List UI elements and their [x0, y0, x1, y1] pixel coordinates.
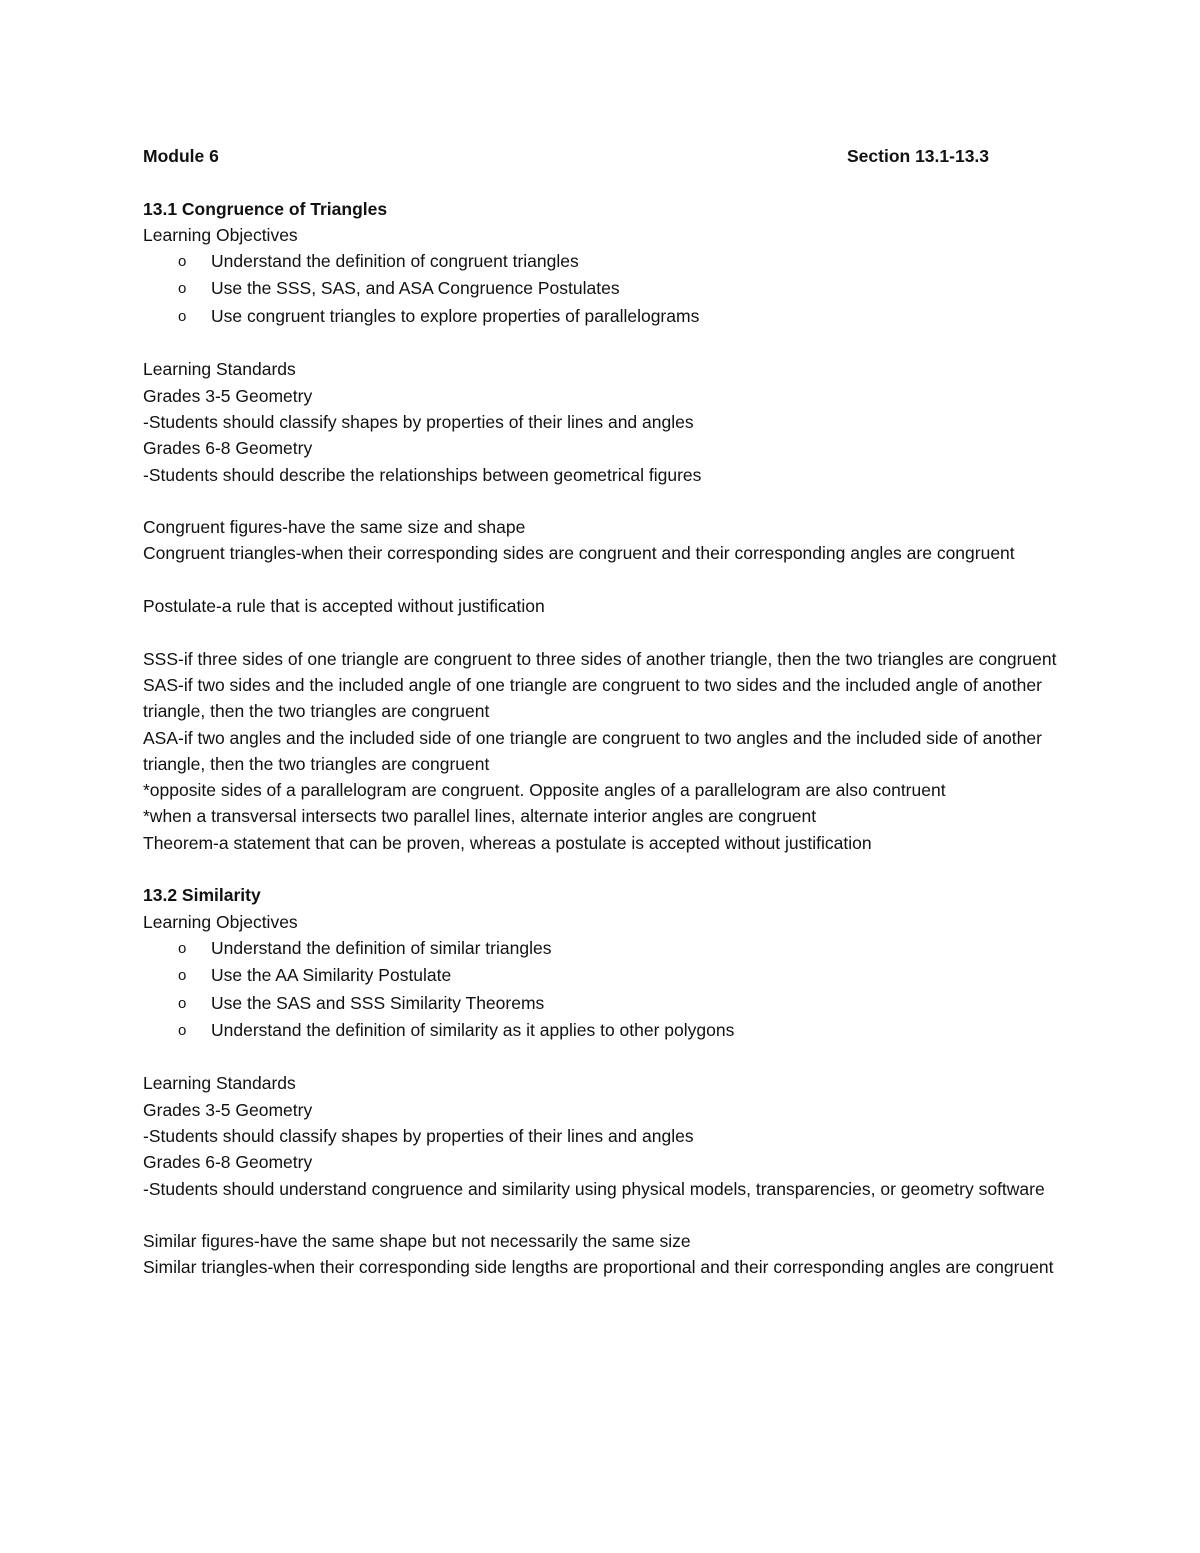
- standard-6-8-text: -Students should describe the relationships between geometrical figures: [143, 464, 702, 485]
- sas-postulate: SAS-if two sides and the included angle of one triangle are congruent to two sides and the included angle of another triangle, then the two triangles are congruent: [143, 674, 1042, 722]
- bullet-marker: o: [178, 307, 187, 325]
- bullet-marker: o: [178, 967, 187, 985]
- postulate-definition: Postulate-a rule that is accepted without justification: [143, 596, 545, 617]
- similar-figures-definition: Similar figures-have the same shape but not necessarily the same size: [143, 1231, 691, 1252]
- spacer: [143, 488, 1063, 514]
- objective-text: Understand the definition of similar triangles: [211, 937, 552, 958]
- spacer: [143, 856, 1063, 882]
- spacer: [143, 619, 1063, 645]
- spacer: [143, 330, 1063, 356]
- congruent-triangles-definition: Congruent triangles-when their corresponding sides are congruent and their corresponding angles are congruent: [143, 543, 1015, 564]
- bullet-marker: o: [178, 939, 187, 957]
- similar-triangles-definition: Similar triangles-when their corresponding side lengths are proportional and their corresponding angles are congruent: [143, 1257, 1054, 1278]
- standard-3-5-text: -Students should classify shapes by properties of their lines and angles: [143, 411, 694, 432]
- standard-6-8-text: -Students should understand congruence and similarity using physical models, transparencies, or geometry software: [143, 1178, 1045, 1199]
- spacer: [143, 1044, 1063, 1070]
- congruent-figures-definition: Congruent figures-have the same size and shape: [143, 517, 526, 538]
- bullet-marker: o: [178, 253, 187, 271]
- grades-3-5-heading: Grades 3-5 Geometry: [143, 1099, 313, 1120]
- objective-text: Understand the definition of congruent triangles: [211, 251, 579, 272]
- learning-standards-heading: Learning Standards: [143, 359, 296, 380]
- spacer: [143, 169, 1063, 195]
- transversal-note: *when a transversal intersects two parallel lines, alternate interior angles are congruent: [143, 806, 817, 827]
- section-13-2-title: 13.2 Similarity: [143, 885, 261, 906]
- objective-item: [143, 935, 1063, 962]
- section-range-label: Section 13.1-13.3: [847, 146, 990, 166]
- spacer: [143, 1202, 1063, 1228]
- objective-text: Use congruent triangles to explore properties of parallelograms: [211, 305, 700, 326]
- parallelogram-note: *opposite sides of a parallelogram are congruent. Opposite angles of a parallelogram are also contruent: [143, 780, 946, 801]
- learning-standards-heading: Learning Standards: [143, 1073, 296, 1094]
- section-13-1-title: 13.1 Congruence of Triangles: [143, 198, 388, 219]
- document-header: [143, 143, 1063, 169]
- grades-6-8-heading: Grades 6-8 Geometry: [143, 1152, 313, 1173]
- learning-objectives-heading: Learning Objectives: [143, 224, 298, 245]
- objective-text: Understand the definition of similarity as it applies to other polygons: [211, 1019, 735, 1040]
- asa-postulate: ASA-if two angles and the included side of one triangle are congruent to two angles and the included side of another triangle, then the two triangles are congruent: [143, 727, 1042, 774]
- objective-item: [143, 990, 1063, 1017]
- bullet-marker: o: [178, 1021, 187, 1039]
- bullet-marker: o: [178, 994, 187, 1012]
- sss-postulate: SSS-if three sides of one triangle are congruent to three sides of another triangle, then the two triangles are congruent: [143, 648, 1057, 669]
- document-page: [143, 143, 1063, 1281]
- learning-objectives-heading: Learning Objectives: [143, 911, 298, 932]
- grades-6-8-heading: Grades 6-8 Geometry: [143, 438, 313, 459]
- grades-3-5-heading: Grades 3-5 Geometry: [143, 385, 313, 406]
- objective-item: [143, 248, 1063, 275]
- objective-text: Use the SSS, SAS, and ASA Congruence Postulates: [211, 278, 620, 299]
- objective-text: Use the SAS and SSS Similarity Theorems: [211, 992, 545, 1013]
- module-label: Module 6: [143, 146, 219, 166]
- spacer: [143, 567, 1063, 593]
- objective-item: [143, 962, 1063, 989]
- objective-text: Use the AA Similarity Postulate: [211, 965, 452, 986]
- theorem-definition: Theorem-a statement that can be proven, whereas a postulate is accepted without justification: [143, 832, 872, 853]
- objective-item: [143, 275, 1063, 302]
- objective-item: [143, 1017, 1063, 1044]
- bullet-marker: o: [178, 280, 187, 298]
- standard-3-5-text: -Students should classify shapes by properties of their lines and angles: [143, 1125, 694, 1146]
- objective-item: [143, 303, 1063, 330]
